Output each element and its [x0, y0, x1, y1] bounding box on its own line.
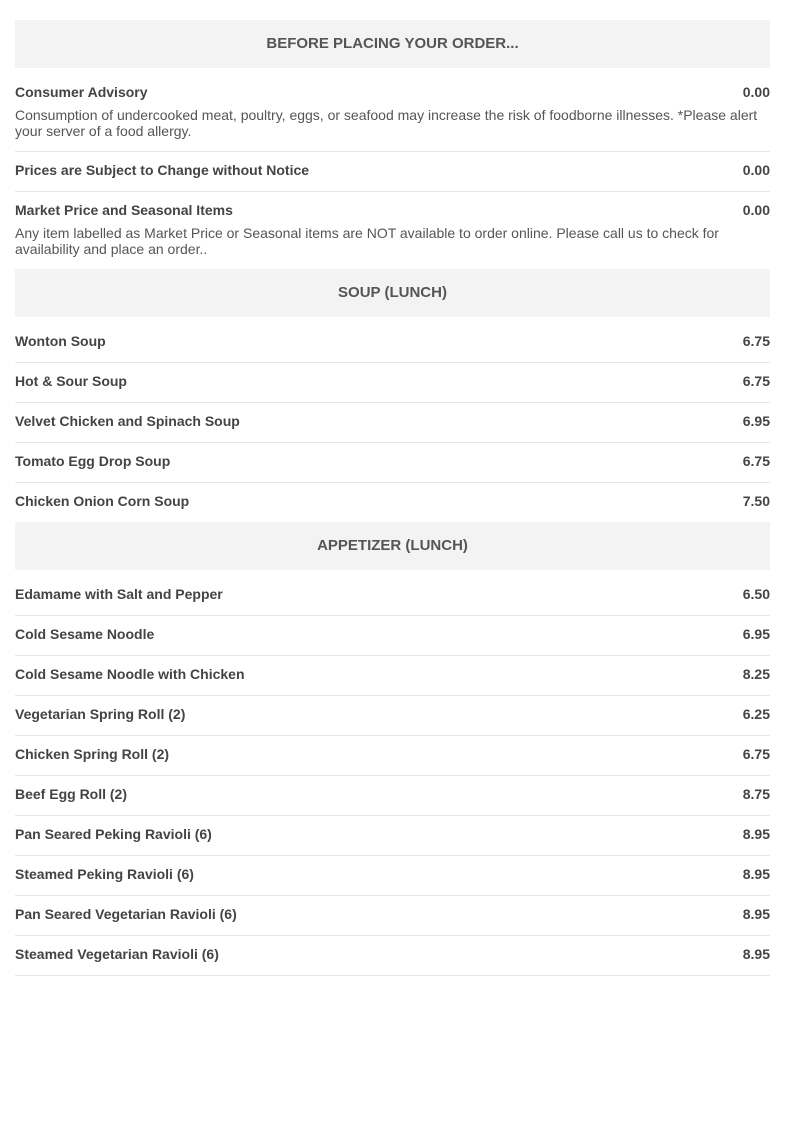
menu-item[interactable]: [15, 856, 770, 896]
item-name: Beef Egg Roll (2): [15, 786, 128, 802]
item-price: 7.50: [742, 493, 770, 509]
item-name: Cold Sesame Noodle: [15, 626, 155, 642]
menu-item[interactable]: [15, 656, 770, 696]
menu-item[interactable]: [15, 363, 770, 403]
item-name: Pan Seared Vegetarian Ravioli (6): [15, 906, 237, 922]
item-description: Consumption of undercooked meat, poultry, eggs, or seafood may increase the risk of foodborne illnesses. *Please alert your server of a food allergy.: [15, 107, 758, 139]
item-price: 6.75: [742, 746, 770, 762]
item-name: Tomato Egg Drop Soup: [15, 453, 171, 469]
item-price: 6.75: [742, 373, 770, 389]
section-header-before-ordering: BEFORE PLACING YOUR ORDER...: [15, 20, 770, 68]
item-price: 6.50: [742, 586, 770, 602]
item-price: 8.95: [742, 866, 770, 882]
item-name: Chicken Onion Corn Soup: [15, 493, 190, 509]
item-name: Velvet Chicken and Spinach Soup: [15, 413, 240, 429]
item-price: 8.25: [742, 666, 770, 682]
menu-item[interactable]: [15, 936, 770, 976]
item-name: Cold Sesame Noodle with Chicken: [15, 666, 245, 682]
item-description: Any item labelled as Market Price or Seasonal items are NOT available to order online. Please call us to check for availability and place an order..: [15, 225, 719, 257]
menu-item[interactable]: [15, 483, 770, 522]
item-name: Market Price and Seasonal Items: [15, 202, 233, 218]
item-name: Steamed Peking Ravioli (6): [15, 866, 194, 882]
item-price: 0.00: [742, 84, 770, 100]
menu-item[interactable]: [15, 736, 770, 776]
section-header-appetizer: APPETIZER (LUNCH): [15, 522, 770, 570]
menu-item[interactable]: [15, 616, 770, 656]
item-price: 6.75: [742, 453, 770, 469]
menu-item[interactable]: [15, 192, 770, 269]
menu-item[interactable]: [15, 323, 770, 363]
item-price: 6.95: [742, 413, 770, 429]
menu-item[interactable]: [15, 576, 770, 616]
item-name: Edamame with Salt and Pepper: [15, 586, 223, 602]
item-price: 0.00: [742, 202, 770, 218]
menu-item[interactable]: [15, 152, 770, 192]
item-name: Hot & Sour Soup: [15, 373, 127, 389]
menu-item[interactable]: [15, 816, 770, 856]
item-name: Consumer Advisory: [15, 84, 148, 100]
item-name: Prices are Subject to Change without Notice: [15, 162, 310, 178]
item-price: 8.95: [742, 946, 770, 962]
menu-list: [15, 20, 770, 976]
item-price: 0.00: [742, 162, 770, 178]
item-price: 8.75: [742, 786, 770, 802]
item-price: 6.75: [742, 333, 770, 349]
item-name: Steamed Vegetarian Ravioli (6): [15, 946, 219, 962]
menu-item[interactable]: [15, 696, 770, 736]
menu-item[interactable]: [15, 443, 770, 483]
item-price: 6.95: [742, 626, 770, 642]
item-price: 8.95: [742, 906, 770, 922]
menu-item[interactable]: [15, 403, 770, 443]
menu-item[interactable]: [15, 74, 770, 152]
menu-item[interactable]: [15, 896, 770, 936]
item-price: 6.25: [742, 706, 770, 722]
menu-item[interactable]: [15, 776, 770, 816]
item-name: Chicken Spring Roll (2): [15, 746, 170, 762]
item-price: 8.95: [742, 826, 770, 842]
item-name: Vegetarian Spring Roll (2): [15, 706, 186, 722]
item-name: Pan Seared Peking Ravioli (6): [15, 826, 212, 842]
section-header-soup: SOUP (LUNCH): [15, 269, 770, 317]
item-name: Wonton Soup: [15, 333, 106, 349]
